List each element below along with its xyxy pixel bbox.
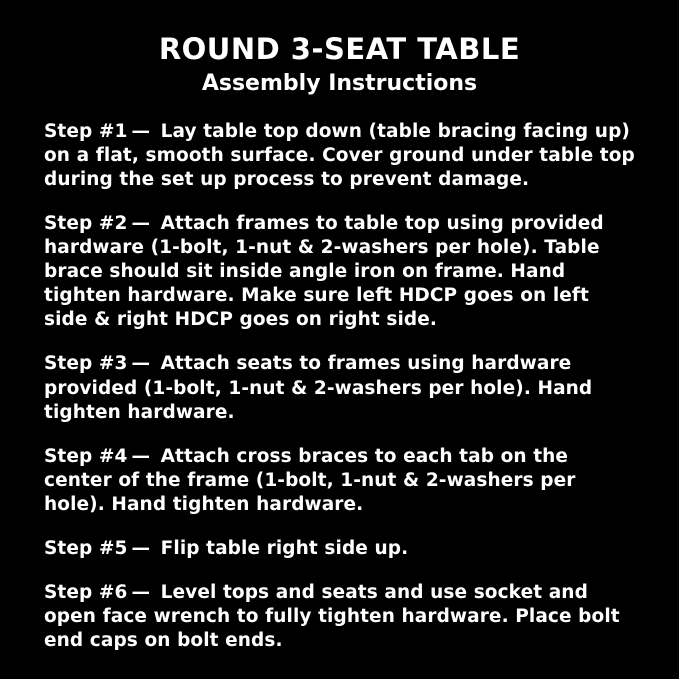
step-number: Step #1 [44,121,128,143]
step-text: Level tops and seats and use socket and open face wrench to fully tighten hardware. Place bolt end caps on bolt ends. [44,581,620,651]
step-text: Lay table top down (table bracing facing up) on a flat, smooth surface. Cover ground under table top during the set up process to prevent damage. [44,121,635,191]
step-dash: — [131,537,151,559]
step-item [44,445,635,517]
step-item [44,352,635,424]
step-label [44,582,154,603]
step-dash: — [131,121,151,143]
step-number: Step #4 [44,445,128,467]
step-dash: — [131,445,151,467]
step-number: Step #5 [44,537,128,559]
step-text: Flip table right side up. [160,537,409,559]
steps-list [44,120,635,653]
step-text: Attach seats to frames using hardware provided (1-bolt, 1-nut & 2-washers per hole). Hand tighten hardware. [44,353,593,423]
page-title: ROUND 3-SEAT TABLE [158,32,521,66]
step-item [44,537,635,561]
step-item [44,120,635,192]
step-dash: — [131,213,151,235]
step-number: Step #6 [44,581,128,603]
step-label [44,213,154,234]
step-label [44,353,154,374]
step-number: Step #3 [44,353,128,375]
step-item [44,212,635,332]
step-text: Attach cross braces to each tab on the center of the frame (1-bolt, 1-nut & 2-washers per hole). Hand tighten hardware. [44,445,576,515]
step-label [44,446,154,467]
step-dash: — [131,353,151,375]
step-dash: — [131,581,151,603]
step-label [44,121,154,142]
page-subtitle: Assembly Instructions [201,70,478,96]
step-item [44,581,635,653]
step-number: Step #2 [44,213,128,235]
step-text: Attach frames to table top using provided hardware (1-bolt, 1-nut & 2-washers per hole). Table brace should sit inside angle iron on frame. Hand tighten hardware. Make sure left HDCP goes on left side & right HDCP goes on right side. [44,213,604,331]
step-label [44,538,154,559]
